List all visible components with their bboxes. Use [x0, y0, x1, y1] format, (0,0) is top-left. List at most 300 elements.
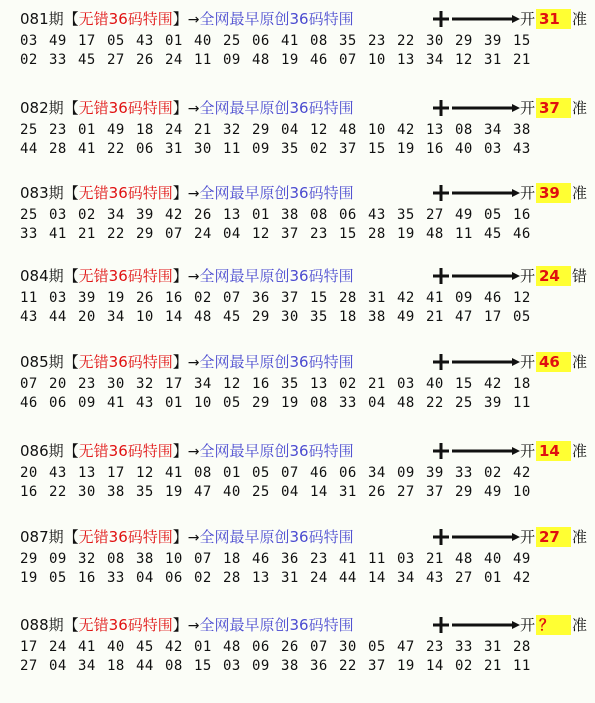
number-cell: 40: [223, 484, 241, 500]
number-cell: 10: [165, 551, 183, 567]
number-cell: 01: [165, 33, 183, 49]
number-cell: 21: [484, 658, 502, 674]
number-cell: 30: [107, 376, 125, 392]
number-cell: 28: [368, 226, 386, 242]
number-cell: 08: [310, 33, 328, 49]
number-cell: 07: [223, 290, 241, 306]
number-cell: 26: [281, 639, 299, 655]
number-row: [20, 464, 590, 483]
number-cell: 02: [484, 465, 502, 481]
number-cell: 38: [107, 484, 125, 500]
red-title: 无错36码特围: [78, 616, 173, 634]
number-cell: 05: [252, 465, 270, 481]
number-cell: 35: [310, 309, 328, 325]
number-cell: 42: [484, 376, 502, 392]
number-cell: 09: [252, 658, 270, 674]
number-cell: 31: [281, 570, 299, 586]
number-cell: 08: [310, 207, 328, 223]
number-cell: 39: [136, 207, 154, 223]
number-cell: 15: [513, 33, 531, 49]
number-cell: 28: [49, 141, 67, 157]
number-cell: 21: [426, 309, 444, 325]
number-cell: 04: [281, 484, 299, 500]
number-cell: 19: [20, 570, 38, 586]
number-cell: 01: [165, 395, 183, 411]
number-row: [20, 657, 590, 676]
number-cell: 44: [20, 141, 38, 157]
number-cell: 29: [20, 551, 38, 567]
number-row: [20, 32, 590, 51]
number-cell: 21: [194, 122, 212, 138]
number-cell: 49: [397, 309, 415, 325]
number-cell: 21: [426, 551, 444, 567]
number-cell: 19: [281, 395, 299, 411]
red-title: 无错36码特围: [78, 10, 173, 28]
number-cell: 07: [194, 551, 212, 567]
number-cell: 45: [78, 52, 96, 68]
number-cell: 20: [78, 309, 96, 325]
number-cell: 18: [339, 309, 357, 325]
number-cell: 26: [136, 290, 154, 306]
number-cell: 21: [368, 376, 386, 392]
period-number: 088期: [20, 616, 64, 634]
status-label: 准: [572, 353, 588, 371]
number-cell: 44: [49, 309, 67, 325]
number-cell: 31: [484, 52, 502, 68]
number-cell: 04: [368, 395, 386, 411]
number-cell: 12: [136, 465, 154, 481]
arrow-icon: →: [187, 530, 200, 546]
number-cell: 10: [368, 122, 386, 138]
bracket-right: 】: [172, 10, 188, 28]
number-row: [20, 394, 590, 413]
number-cell: 21: [513, 52, 531, 68]
number-cell: 24: [194, 226, 212, 242]
number-cell: 05: [484, 207, 502, 223]
red-title: 无错36码特围: [78, 442, 173, 460]
number-cell: 34: [426, 52, 444, 68]
number-cell: 42: [397, 290, 415, 306]
number-cell: 03: [223, 658, 241, 674]
number-cell: 48: [426, 226, 444, 242]
arrow-icon: →: [187, 269, 200, 285]
number-cell: 46: [310, 465, 328, 481]
arrow-icon: →: [187, 101, 200, 117]
number-cell: 08: [194, 465, 212, 481]
number-cell: 08: [107, 551, 125, 567]
number-cell: 09: [78, 395, 96, 411]
number-cell: 17: [107, 465, 125, 481]
number-cell: 04: [281, 122, 299, 138]
number-cell: 41: [49, 226, 67, 242]
number-cell: 05: [368, 639, 386, 655]
number-cell: 06: [339, 207, 357, 223]
number-cell: 40: [426, 376, 444, 392]
number-cell: 30: [339, 639, 357, 655]
status-label: 准: [572, 184, 588, 202]
number-cell: 34: [107, 309, 125, 325]
cross-arrow-icon: [430, 349, 525, 375]
number-cell: 33: [107, 570, 125, 586]
number-cell: 02: [339, 376, 357, 392]
number-cell: 22: [426, 395, 444, 411]
number-cell: 06: [252, 33, 270, 49]
number-cell: 04: [136, 570, 154, 586]
number-cell: 22: [49, 484, 67, 500]
open-label: 开: [520, 99, 536, 117]
number-cell: 17: [165, 376, 183, 392]
number-cell: 31: [339, 484, 357, 500]
number-cell: 43: [136, 395, 154, 411]
number-cell: 38: [281, 207, 299, 223]
number-cell: 37: [368, 658, 386, 674]
red-title: 无错36码特围: [78, 99, 173, 117]
number-cell: 40: [455, 141, 473, 157]
bracket-right: 】: [172, 99, 188, 117]
result-number: 46: [536, 352, 571, 372]
bracket-left: 【: [63, 184, 79, 202]
number-cell: 02: [194, 290, 212, 306]
number-cell: 35: [136, 484, 154, 500]
number-cell: 27: [426, 207, 444, 223]
number-cell: 49: [484, 484, 502, 500]
number-row: [20, 569, 590, 588]
number-cell: 34: [484, 122, 502, 138]
period-block: [20, 438, 590, 502]
number-cell: 37: [426, 484, 444, 500]
number-cell: 19: [397, 226, 415, 242]
period-header: [20, 438, 590, 464]
cross-arrow-icon: [430, 524, 525, 550]
number-cell: 29: [252, 122, 270, 138]
bracket-right: 】: [172, 616, 188, 634]
period-header: [20, 6, 590, 32]
number-cell: 05: [107, 33, 125, 49]
number-cell: 01: [78, 122, 96, 138]
number-cell: 14: [426, 658, 444, 674]
number-cell: 46: [310, 52, 328, 68]
number-cell: 39: [484, 395, 502, 411]
number-cell: 45: [136, 639, 154, 655]
result-number: 27: [536, 527, 571, 547]
arrow-icon: →: [187, 186, 200, 202]
number-cell: 47: [397, 639, 415, 655]
number-cell: 48: [194, 309, 212, 325]
number-cell: 25: [20, 122, 38, 138]
number-cell: 03: [397, 376, 415, 392]
number-cell: 05: [49, 570, 67, 586]
number-row: [20, 51, 590, 70]
number-cell: 25: [252, 484, 270, 500]
period-number: 087期: [20, 528, 64, 546]
number-cell: 42: [165, 639, 183, 655]
status-label: 准: [572, 616, 588, 634]
number-cell: 22: [107, 226, 125, 242]
number-cell: 23: [49, 122, 67, 138]
number-cell: 47: [455, 309, 473, 325]
bracket-right: 】: [172, 353, 188, 371]
number-cell: 03: [397, 551, 415, 567]
blue-title: 全网最早原创36码特围: [199, 267, 354, 285]
number-row: [20, 375, 590, 394]
number-cell: 40: [484, 551, 502, 567]
number-cell: 18: [223, 551, 241, 567]
number-cell: 41: [281, 33, 299, 49]
number-cell: 19: [281, 52, 299, 68]
cross-arrow-icon: [430, 95, 525, 121]
number-cell: 06: [49, 395, 67, 411]
number-cell: 28: [513, 639, 531, 655]
number-cell: 22: [339, 658, 357, 674]
number-cell: 05: [223, 395, 241, 411]
open-label: 开: [520, 184, 536, 202]
number-cell: 06: [252, 639, 270, 655]
period-block: [20, 95, 590, 159]
number-cell: 06: [165, 570, 183, 586]
arrow-icon: →: [187, 12, 200, 28]
number-cell: 35: [397, 207, 415, 223]
number-row: [20, 483, 590, 502]
number-cell: 03: [484, 141, 502, 157]
number-cell: 02: [78, 207, 96, 223]
number-cell: 06: [136, 141, 154, 157]
number-cell: 42: [165, 207, 183, 223]
number-cell: 30: [281, 309, 299, 325]
number-cell: 02: [20, 52, 38, 68]
number-cell: 11: [20, 290, 38, 306]
status-label: 准: [572, 528, 588, 546]
number-cell: 23: [310, 551, 328, 567]
number-cell: 29: [455, 33, 473, 49]
period-block: [20, 612, 590, 676]
number-cell: 13: [78, 465, 96, 481]
number-cell: 10: [136, 309, 154, 325]
number-cell: 12: [223, 376, 241, 392]
number-cell: 10: [513, 484, 531, 500]
number-row: [20, 289, 590, 308]
open-label: 开: [520, 616, 536, 634]
number-cell: 08: [455, 122, 473, 138]
number-cell: 16: [513, 207, 531, 223]
number-cell: 39: [484, 33, 502, 49]
number-cell: 33: [455, 465, 473, 481]
number-cell: 36: [252, 290, 270, 306]
number-cell: 49: [49, 33, 67, 49]
period-header: [20, 180, 590, 206]
number-cell: 01: [194, 639, 212, 655]
number-cell: 16: [165, 290, 183, 306]
blue-title: 全网最早原创36码特围: [199, 184, 354, 202]
number-cell: 31: [368, 290, 386, 306]
open-label: 开: [520, 10, 536, 28]
number-cell: 33: [20, 226, 38, 242]
number-cell: 35: [339, 33, 357, 49]
period-block: [20, 349, 590, 413]
number-cell: 48: [339, 122, 357, 138]
arrow-icon: →: [187, 355, 200, 371]
number-cell: 45: [484, 226, 502, 242]
cross-arrow-icon: [430, 612, 525, 638]
bracket-left: 【: [63, 353, 79, 371]
number-cell: 07: [310, 639, 328, 655]
number-cell: 30: [426, 33, 444, 49]
period-header: [20, 263, 590, 289]
number-cell: 30: [194, 141, 212, 157]
number-cell: 03: [49, 207, 67, 223]
number-cell: 32: [223, 122, 241, 138]
number-cell: 24: [165, 52, 183, 68]
result-number: 24: [536, 266, 571, 286]
number-cell: 27: [455, 570, 473, 586]
number-cell: 12: [310, 122, 328, 138]
number-cell: 13: [223, 207, 241, 223]
number-cell: 25: [223, 33, 241, 49]
number-cell: 39: [78, 290, 96, 306]
red-title: 无错36码特围: [78, 353, 173, 371]
number-cell: 21: [78, 226, 96, 242]
number-cell: 09: [455, 290, 473, 306]
number-cell: 27: [397, 484, 415, 500]
number-cell: 07: [339, 52, 357, 68]
number-cell: 37: [339, 141, 357, 157]
period-block: [20, 6, 590, 70]
open-label: 开: [520, 528, 536, 546]
number-cell: 37: [281, 290, 299, 306]
number-cell: 38: [513, 122, 531, 138]
number-cell: 41: [107, 395, 125, 411]
number-cell: 31: [484, 639, 502, 655]
red-title: 无错36码特围: [78, 267, 173, 285]
number-cell: 27: [107, 52, 125, 68]
number-cell: 45: [223, 309, 241, 325]
number-cell: 33: [49, 52, 67, 68]
number-cell: 17: [20, 639, 38, 655]
period-header: [20, 612, 590, 638]
number-cell: 20: [20, 465, 38, 481]
number-cell: 39: [426, 465, 444, 481]
number-cell: 24: [310, 570, 328, 586]
result-number: 39: [536, 183, 571, 203]
number-cell: 26: [194, 207, 212, 223]
red-title: 无错36码特围: [78, 528, 173, 546]
number-cell: 29: [252, 309, 270, 325]
period-block: [20, 180, 590, 244]
number-cell: 43: [136, 33, 154, 49]
blue-title: 全网最早原创36码特围: [199, 353, 354, 371]
number-cell: 23: [426, 639, 444, 655]
number-row: [20, 121, 590, 140]
number-cell: 34: [78, 658, 96, 674]
number-cell: 12: [513, 290, 531, 306]
cross-arrow-icon: [430, 6, 525, 32]
number-cell: 03: [49, 290, 67, 306]
open-label: 开: [520, 267, 536, 285]
number-cell: 18: [136, 122, 154, 138]
bracket-right: 】: [172, 442, 188, 460]
number-cell: 13: [397, 52, 415, 68]
bracket-left: 【: [63, 616, 79, 634]
number-cell: 38: [136, 551, 154, 567]
number-row: [20, 638, 590, 657]
period-header: [20, 349, 590, 375]
blue-title: 全网最早原创36码特围: [199, 528, 354, 546]
blue-title: 全网最早原创36码特围: [199, 616, 354, 634]
bracket-right: 】: [172, 184, 188, 202]
bracket-left: 【: [63, 10, 79, 28]
number-row: [20, 308, 590, 327]
period-header: [20, 524, 590, 550]
number-cell: 33: [455, 639, 473, 655]
number-cell: 23: [78, 376, 96, 392]
number-cell: 22: [397, 33, 415, 49]
number-cell: 34: [397, 570, 415, 586]
open-label: 开: [520, 353, 536, 371]
number-cell: 34: [107, 207, 125, 223]
number-cell: 36: [281, 551, 299, 567]
number-cell: 40: [194, 33, 212, 49]
status-label: 准: [572, 99, 588, 117]
number-cell: 46: [484, 290, 502, 306]
number-cell: 43: [368, 207, 386, 223]
bracket-left: 【: [63, 528, 79, 546]
number-cell: 49: [513, 551, 531, 567]
number-cell: 15: [455, 376, 473, 392]
number-row: [20, 206, 590, 225]
number-cell: 19: [397, 658, 415, 674]
number-cell: 43: [426, 570, 444, 586]
arrow-icon: →: [187, 444, 200, 460]
number-cell: 35: [281, 376, 299, 392]
number-cell: 15: [339, 226, 357, 242]
number-cell: 14: [310, 484, 328, 500]
number-cell: 48: [252, 52, 270, 68]
number-cell: 26: [136, 52, 154, 68]
number-cell: 09: [252, 141, 270, 157]
number-cell: 40: [107, 639, 125, 655]
number-cell: 07: [20, 376, 38, 392]
number-cell: 23: [368, 33, 386, 49]
number-cell: 12: [252, 226, 270, 242]
number-cell: 38: [281, 658, 299, 674]
status-label: 准: [572, 10, 588, 28]
period-block: [20, 263, 590, 327]
number-row: [20, 550, 590, 569]
number-cell: 24: [49, 639, 67, 655]
number-cell: 13: [426, 122, 444, 138]
number-cell: 16: [20, 484, 38, 500]
number-cell: 46: [20, 395, 38, 411]
number-cell: 25: [20, 207, 38, 223]
status-label: 错: [572, 267, 588, 285]
period-number: 083期: [20, 184, 64, 202]
number-cell: 43: [513, 141, 531, 157]
number-cell: 32: [136, 376, 154, 392]
period-number: 082期: [20, 99, 64, 117]
number-cell: 43: [20, 309, 38, 325]
number-cell: 06: [339, 465, 357, 481]
number-cell: 01: [252, 207, 270, 223]
result-number: 37: [536, 98, 571, 118]
number-cell: 47: [194, 484, 212, 500]
number-cell: 27: [20, 658, 38, 674]
open-label: 开: [520, 442, 536, 460]
number-cell: 41: [426, 290, 444, 306]
number-cell: 48: [455, 551, 473, 567]
bracket-right: 】: [172, 267, 188, 285]
number-cell: 13: [252, 570, 270, 586]
number-cell: 03: [20, 33, 38, 49]
period-number: 085期: [20, 353, 64, 371]
